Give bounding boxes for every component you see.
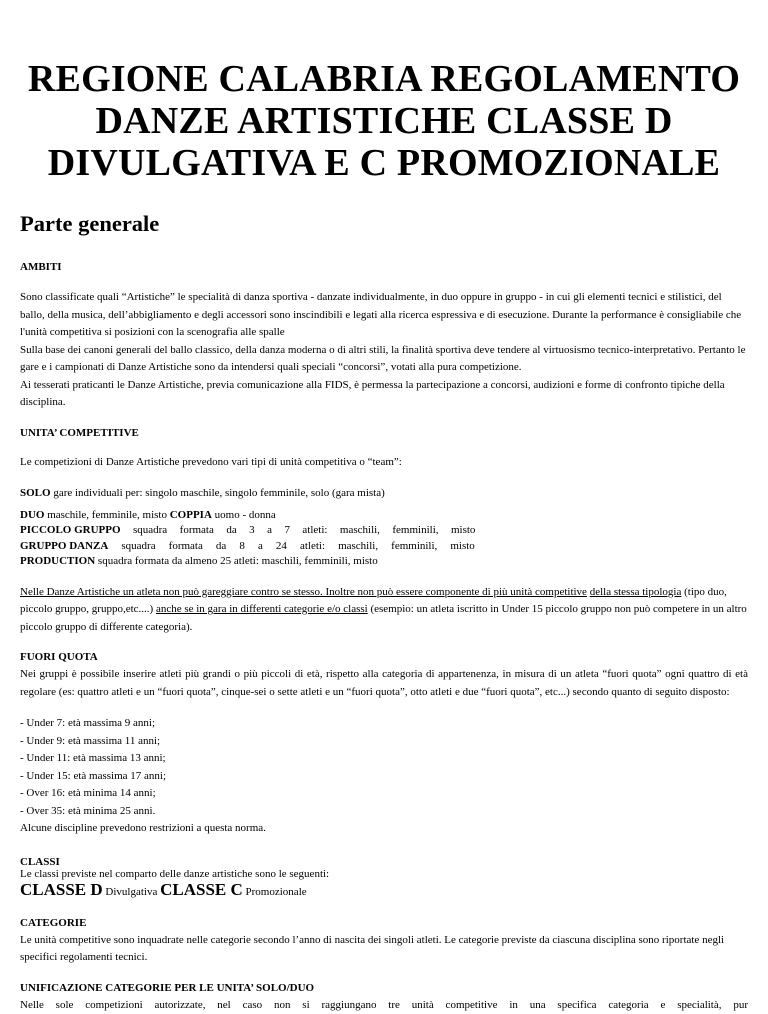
team-gruppo-word: 24: [276, 539, 287, 555]
ambiti-heading: AMBITI: [20, 260, 748, 274]
team-piccolo-word: formata: [180, 523, 214, 539]
team-duo: [20, 508, 748, 524]
team-production-label: PRODUCTION: [20, 554, 95, 570]
unificazione-paragraph: Nelle sole competizioni autorizzate, nel caso non si raggiungano tre unità competitive in una specifica categoria e specialità, pur: [20, 997, 748, 1014]
title-line-3: DIVULGATIVA E C PROMOZIONALE: [48, 142, 720, 184]
row-spacer: [488, 523, 748, 539]
team-duo-text: maschile, femminile, misto: [44, 508, 169, 524]
team-gruppo-word: misto: [450, 539, 474, 555]
team-piccolo-word: atleti:: [302, 523, 327, 539]
team-piccolo-word: 3: [249, 523, 255, 539]
categorie-paragraph: Le unità competitive sono inquadrate nelle categorie secondo l’anno di nascita dei singoli atleti. Le categorie previste da ciascuna disciplina sono riportate negli specifici regolamenti tecnici.: [20, 932, 748, 967]
classi-list: [20, 880, 748, 902]
title-line-1: REGIONE CALABRIA REGOLAMENTO: [28, 58, 740, 100]
team-gruppo-word: 8: [239, 539, 245, 555]
document-title: [20, 58, 748, 184]
team-gruppo-danza: [20, 539, 748, 555]
list-item: - Under 9: età massima 11 anni;: [20, 733, 748, 751]
team-gruppo-word: femminili,: [391, 539, 437, 555]
team-piccolo-word: squadra: [133, 523, 167, 539]
team-piccolo-label: PICCOLO GRUPPO: [20, 523, 121, 539]
team-gruppo-word: formata: [169, 539, 203, 555]
list-item: - Under 7: età massima 9 anni;: [20, 715, 748, 733]
list-item: - Over 35: età minima 25 anni.: [20, 803, 748, 821]
team-production-text: squadra formata da almeno 25 atleti: maschili, femminili, misto: [95, 554, 378, 570]
team-list: [20, 508, 748, 570]
team-coppia-label: COPPIA: [170, 508, 212, 524]
categorie-heading: CATEGORIE: [20, 916, 748, 930]
team-gruppo-label: GRUPPO DANZA: [20, 539, 108, 555]
team-production: [20, 554, 748, 570]
rule-underlined-1: Nelle Danze Artistiche un atleta non può gareggiare contro se stesso. Inoltre non può essere componente di più unità competitive: [20, 586, 587, 598]
team-solo-text: gare individuali per: singolo maschile, singolo femminile, solo (gara mista): [51, 487, 385, 499]
unificazione-heading: UNIFICAZIONE CATEGORIE PER LE UNITA’ SOLO/DUO: [20, 981, 748, 995]
team-coppia-text: uomo - donna: [212, 508, 276, 524]
title-line-2: DANZE ARTISTICHE CLASSE D: [95, 100, 672, 142]
classi-intro: Le classi previste nel comparto delle danze artistiche sono le seguenti:: [20, 868, 748, 880]
rule-underlined-3: anche se in gara in differenti categorie e/o classi: [156, 603, 368, 615]
list-item: - Under 15: età massima 17 anni;: [20, 768, 748, 786]
ambiti-paragraph-3: Ai tesserati praticanti le Danze Artistiche, previa comunicazione alla FIDS, è permessa la partecipazione a concorsi, audizioni e forme di confronto tipiche della disciplina.: [20, 377, 748, 412]
ambiti-paragraph-1: Sono classificate quali “Artistiche” le specialità di danza sportiva - danzate individualmente, in duo oppure in gruppo - in cui gli elementi tecnici e stilistici, del ballo, della musica, dell’abbigliamento e degli accessori sono inscindibili e legati alla ricerca espressiva e di esecuzione. Durante la performance è consigliabile che l'unità competitiva si posizioni con la scenografia alle spalle: [20, 289, 748, 342]
team-gruppo-word: a: [258, 539, 263, 555]
list-item: - Over 16: età minima 14 anni;: [20, 785, 748, 803]
classi-heading: CLASSI: [20, 856, 748, 868]
rule-end: (esempio: un atleta iscritto in Under 15 piccolo gruppo non può competere in un altro piccolo gruppo di differente categoria).: [20, 603, 747, 633]
ambiti-body: [20, 289, 748, 412]
team-gruppo-word: atleti:: [300, 539, 325, 555]
team-piccolo-word: a: [267, 523, 272, 539]
team-solo: [20, 485, 748, 503]
unita-rule: [20, 584, 748, 637]
fuori-quota-list: [20, 715, 748, 838]
team-piccolo-word: maschili,: [340, 523, 380, 539]
team-gruppo-word: squadra: [121, 539, 155, 555]
fuori-quota-heading: FUORI QUOTA: [20, 650, 748, 664]
team-piccolo-word: misto: [451, 523, 475, 539]
fuori-quota-paragraph: Nei gruppi è possibile inserire atleti più grandi o più piccoli di età, rispetto alla categoria di appartenenza, in misura di un atleta “fuori quota” ogni quattro di età regolare (es: quattro atleti e un “fuori quota”, cinque-sei o sette atleti e un “fuori quota”, otto atleti e due “fuori quota”, etc...) secondo quanto di seguito disposto:: [20, 666, 748, 701]
row-spacer: [488, 539, 748, 555]
section-heading: Parte generale: [20, 210, 748, 238]
team-gruppo-word: maschili,: [338, 539, 378, 555]
document-page: [20, 0, 748, 1014]
classe-c-text: Promozionale: [243, 886, 307, 898]
rule-underlined-2: della stessa tipologia: [590, 586, 682, 598]
rule-middle: (tipo duo, piccolo gruppo, gruppo,etc....): [20, 586, 727, 616]
classe-d-label: CLASSE D: [20, 880, 103, 899]
classe-d-text: Divulgativa: [103, 886, 160, 898]
team-piccolo-word: femminili,: [392, 523, 438, 539]
ambiti-paragraph-2: Sulla base dei canoni generali del ballo classico, della danza moderna o di altri stili, la finalità sportiva deve tendere al virtuosismo tecnico-interpretativo. Pertanto le gare e i campionati di Danze Artistiche sono da intendersi quali speciali “concorsi”, votati alla pura competizione.: [20, 342, 748, 377]
team-duo-label: DUO: [20, 508, 44, 524]
team-piccolo-word: da: [226, 523, 236, 539]
classe-c-label: CLASSE C: [160, 880, 243, 899]
list-item: - Under 11: età massima 13 anni;: [20, 750, 748, 768]
team-piccolo-word: 7: [284, 523, 290, 539]
fuori-quota-note: Alcune discipline prevedono restrizioni a questa norma.: [20, 820, 748, 838]
team-gruppo-word: da: [216, 539, 226, 555]
team-piccolo-gruppo: [20, 523, 748, 539]
unita-intro: Le competizioni di Danze Artistiche prevedono vari tipi di unità competitiva o “team”:: [20, 454, 748, 472]
team-solo-label: SOLO: [20, 487, 51, 499]
unita-heading: UNITA’ COMPETITIVE: [20, 426, 748, 440]
